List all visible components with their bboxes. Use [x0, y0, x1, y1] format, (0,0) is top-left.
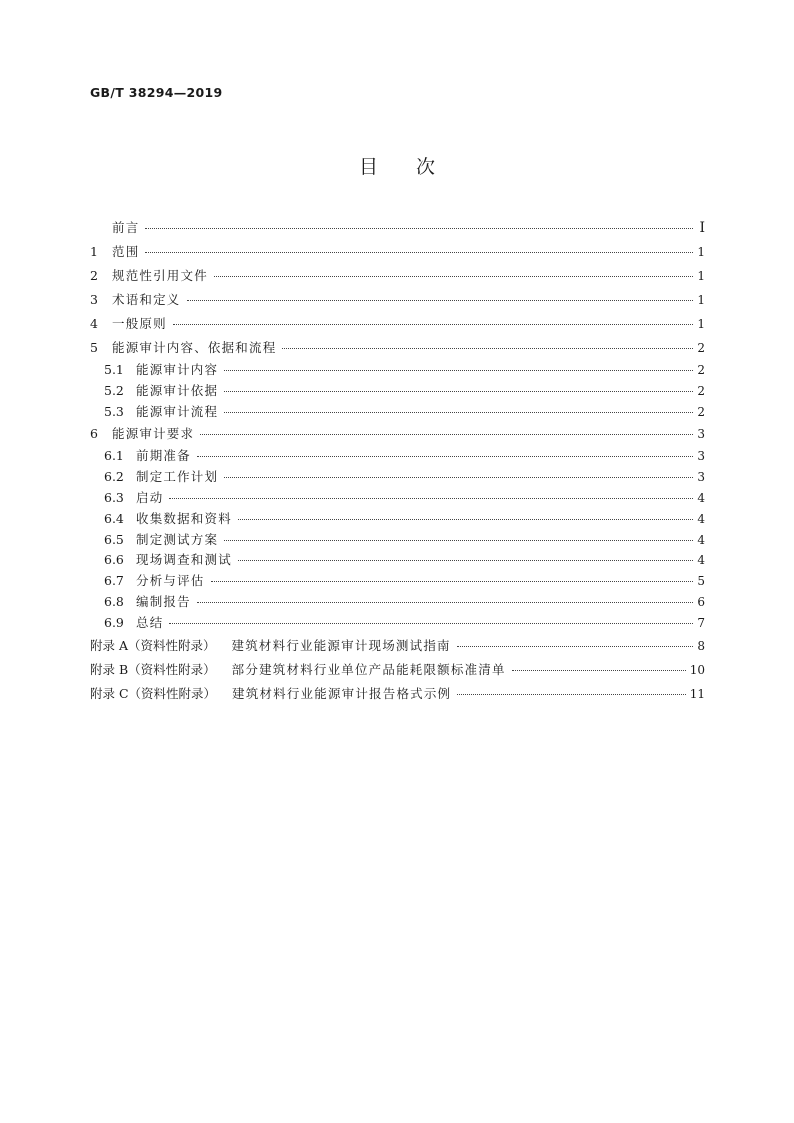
toc-entry-label: 能源审计依据 [136, 382, 219, 398]
toc-appendix-entry[interactable] [90, 658, 705, 682]
toc-entry-label: 制定工作计划 [136, 469, 219, 485]
toc-entry-label: 建筑材料行业能源审计报告格式示例 [232, 685, 452, 701]
toc-entry[interactable] [90, 264, 705, 288]
toc-entry-label: 启动 [136, 489, 164, 505]
toc-entry-number: 5.1 [104, 362, 124, 377]
dot-leader [197, 455, 693, 457]
toc-entry-page-number: 3 [697, 470, 705, 485]
toc-entry-page-number: 1 [697, 245, 705, 259]
standard-code: GB/T 38294—2019 [90, 85, 223, 100]
toc-entry-page-number: 3 [697, 449, 705, 464]
dot-leader [224, 390, 693, 392]
toc-entry-number: 6.2 [104, 469, 124, 485]
dot-leader [512, 669, 686, 671]
toc-entry-number: 6.4 [104, 510, 124, 526]
toc-entry[interactable] [90, 336, 705, 360]
toc-entry-number: 2 [90, 268, 98, 283]
toc-entry-page-number: 2 [697, 341, 705, 355]
toc-entry-page-number: 10 [689, 662, 705, 677]
toc-entry-number: 6.3 [104, 489, 124, 505]
toc-entry-number: 附录 A（资料性附录） [90, 637, 216, 653]
dot-leader [224, 539, 693, 541]
toc-entry-label: 部分建筑材料行业单位产品能耗限额标准清单 [231, 661, 506, 677]
toc-entry[interactable] [90, 240, 705, 264]
toc-appendix-entry[interactable] [90, 634, 705, 658]
dot-leader [238, 518, 693, 520]
toc-entry-page-number: 8 [697, 638, 705, 653]
toc-entry[interactable] [90, 312, 705, 336]
toc-entry-page-number: 1 [697, 317, 705, 331]
toc-entry[interactable] [90, 530, 705, 551]
dot-leader [169, 622, 693, 624]
toc-entry-label: 收集数据和资料 [136, 510, 232, 526]
toc-entry-number: 6.1 [104, 448, 124, 464]
toc-entry[interactable] [90, 613, 705, 634]
toc-entry-page-number: 6 [697, 594, 705, 609]
toc-entry-label: 建筑材料行业能源审计现场测试指南 [231, 637, 451, 653]
dot-leader [169, 497, 693, 499]
toc-entry-number: 6.8 [104, 593, 124, 609]
toc-entry[interactable] [90, 571, 705, 592]
toc-entry-label: 规范性引用文件 [112, 268, 208, 283]
toc-entry[interactable] [90, 288, 705, 312]
toc-entry-label: 术语和定义 [112, 292, 181, 307]
dot-leader [457, 693, 685, 695]
dot-leader [187, 299, 693, 301]
toc-entry-page-number: Ⅰ [699, 220, 705, 236]
toc-entry-page-number: 4 [697, 511, 705, 526]
toc-entry-page-number: 5 [697, 574, 705, 589]
page-title: 目次 [358, 156, 473, 178]
toc-entry-label: 一般原则 [112, 316, 167, 331]
toc-entry-page-number: 1 [697, 269, 705, 283]
dot-leader [211, 580, 693, 582]
table-of-contents [90, 216, 705, 706]
toc-entry-number: 4 [90, 316, 98, 331]
toc-entry-page-number: 4 [697, 490, 705, 505]
dot-leader [200, 433, 693, 435]
toc-entry-label: 分析与评估 [136, 573, 205, 589]
toc-entry-page-number: 2 [697, 363, 705, 377]
toc-entry-page-number: 1 [697, 293, 705, 307]
toc-entry-label: 能源审计流程 [136, 403, 219, 419]
dot-leader [457, 645, 693, 647]
toc-entry-number: 5.2 [104, 382, 124, 398]
toc-entry-label: 能源审计内容、依据和流程 [112, 340, 277, 355]
toc-entry[interactable] [90, 360, 705, 381]
dot-leader [145, 251, 693, 253]
toc-entry[interactable] [90, 216, 705, 240]
toc-entry-number: 6.7 [104, 573, 124, 589]
toc-entry[interactable] [90, 509, 705, 530]
toc-entry-number: 5 [90, 340, 98, 355]
toc-entry[interactable] [90, 422, 705, 446]
toc-entry-page-number: 2 [697, 404, 705, 419]
dot-leader [197, 601, 693, 603]
toc-entry[interactable] [90, 550, 705, 571]
dot-leader [282, 347, 693, 349]
toc-entry-page-number: 2 [697, 383, 705, 398]
toc-entry[interactable] [90, 592, 705, 613]
toc-entry-label: 范围 [112, 244, 140, 259]
toc-entry-number: 6.9 [104, 614, 124, 630]
dot-leader [224, 369, 693, 371]
toc-entry-number: 5.3 [104, 403, 124, 419]
toc-entry-number: 1 [90, 244, 98, 259]
toc-entry-label: 能源审计内容 [136, 362, 219, 377]
toc-entry-number: 附录 B（资料性附录） [90, 661, 216, 677]
toc-entry-number: 3 [90, 292, 98, 307]
toc-entry-number: 6 [90, 426, 98, 442]
toc-entry[interactable] [90, 467, 705, 488]
toc-entry-label: 总结 [136, 614, 164, 630]
toc-entry[interactable] [90, 488, 705, 509]
toc-entry-page-number: 4 [697, 532, 705, 547]
toc-entry-number: 附录 C（资料性附录） [90, 685, 217, 701]
toc-entry-page-number: 3 [697, 427, 705, 442]
toc-entry-label: 前期准备 [136, 448, 191, 464]
dot-leader [214, 275, 693, 277]
dot-leader [224, 476, 693, 478]
toc-entry-label: 编制报告 [136, 593, 191, 609]
toc-entry[interactable] [90, 402, 705, 423]
toc-entry-number: 6.6 [104, 552, 124, 568]
toc-entry-label: 前言 [112, 220, 140, 235]
toc-entry-label: 制定测试方案 [136, 531, 219, 547]
toc-appendix-entry[interactable] [90, 682, 705, 706]
toc-entry[interactable] [90, 381, 705, 402]
dot-leader [238, 559, 693, 561]
toc-entry-page-number: 4 [697, 553, 705, 568]
toc-entry-page-number: 11 [689, 686, 705, 701]
toc-entry-number: 6.5 [104, 531, 124, 547]
dot-leader [224, 411, 693, 413]
toc-entry-label: 现场调查和测试 [136, 552, 232, 568]
dot-leader [145, 227, 693, 229]
toc-entry-page-number: 7 [697, 615, 705, 630]
dot-leader [173, 323, 693, 325]
toc-entry-label: 能源审计要求 [112, 426, 195, 442]
toc-entry[interactable] [90, 446, 705, 467]
